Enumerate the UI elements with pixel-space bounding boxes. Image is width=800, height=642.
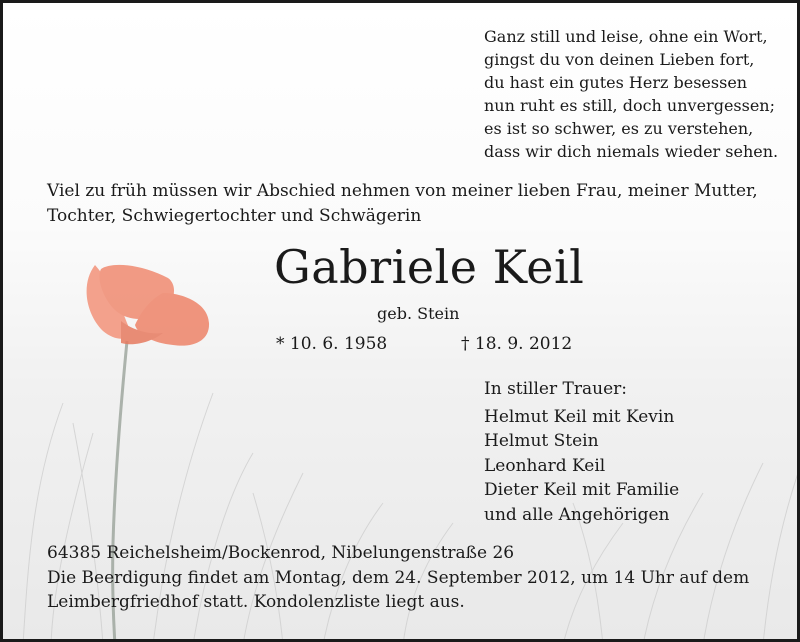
- mourner-name: und alle Angehörigen: [484, 504, 670, 525]
- poem-line: nun ruht es still, doch unvergessen;: [484, 96, 775, 115]
- poem-line: gingst du von deinen Lieben fort,: [484, 50, 755, 69]
- mourner-name: Leonhard Keil: [484, 455, 606, 476]
- footer-info: [47, 541, 749, 615]
- address: 64385 Reichelsheim/Bockenrod, Nibelungenstraße 26: [47, 543, 515, 563]
- farewell-intro: [47, 179, 758, 229]
- funeral-line: Die Beerdigung findet am Montag, dem 24. September 2012, um 14 Uhr auf dem: [47, 567, 750, 588]
- mourner-name: Helmut Stein: [484, 431, 599, 451]
- poem-line: Ganz still und leise, ohne ein Wort,: [484, 27, 768, 46]
- death-date: † 18. 9. 2012: [461, 334, 573, 354]
- poppy-flower: [87, 265, 209, 346]
- mourner-name: Helmut Keil mit Kevin: [484, 406, 675, 427]
- maiden-name: geb. Stein: [377, 304, 460, 323]
- funeral-line: Leimbergfriedhof statt. Kondolenzliste liegt aus.: [47, 592, 465, 612]
- poem-line: dass wir dich niemals wieder sehen.: [484, 142, 779, 161]
- birth-date: * 10. 6. 1958: [276, 334, 388, 354]
- poem-line: du hast ein gutes Herz besessen: [484, 73, 748, 92]
- poem-line: es ist so schwer, es zu verstehen,: [484, 119, 754, 138]
- poem: [484, 25, 778, 163]
- deceased-name: Gabriele Keil: [274, 240, 585, 294]
- intro-line: Tochter, Schwiegertochter und Schwägerin: [47, 206, 422, 226]
- mourners-list: [484, 377, 679, 527]
- intro-line: Viel zu früh müssen wir Abschied nehmen von meiner lieben Frau, meiner Mutter,: [47, 181, 758, 201]
- mourner-name: Dieter Keil mit Familie: [484, 480, 680, 500]
- mourners-heading: In stiller Trauer:: [484, 379, 627, 399]
